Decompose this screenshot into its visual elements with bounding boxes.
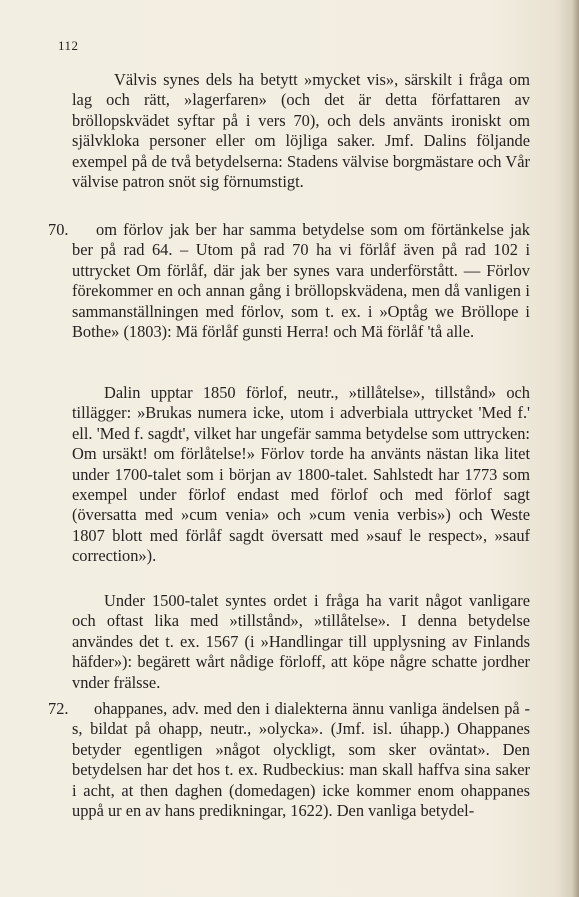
- paragraph-ohappanes-text: ohappanes, adv. med den i dialekterna ännu vanliga ändelsen på -s, bildat på ohapp, neutr., »olycka». (Jmf. isl. úhapp.) Ohappanes betyder egentligen »något olyckligt, som sker oväntat». Den betydelsen har det hos t. ex. Rudbeckius: man skall haffva sina saker i acht, at then daghen (domedagen) icke kommer enom ohappanes uppå ur en av hans predikningar, 1622). Den vanliga betydel-: [72, 699, 530, 821]
- paragraph-dalin: Dalin upptar 1850 förlof, neutr., »tillåtelse», tillstånd» och tillägger: »Brukas numera icke, utom i adverbiala uttrycket 'Med f.' ell. 'Med f. sagdt', vilket har ungefär samma betydelse som uttrycken: Om ursäkt! om förlåtelse!» Förlov torde ha använts nästan lika litet under 1700-talet som i början av 1800-talet. Sahlstedt har 1773 som exempel under förlof endast med förlof och med förlof sagt (översatta med »cum venia» och »cum venia verbis») och Weste 1807 blott med förlåf sagdt översatt med »sauf le respect», »sauf correction»).: [72, 383, 530, 566]
- paragraph-valvis: Välvis synes dels ha betytt »mycket vis», särskilt i fråga om lag och rätt, »lagerfaren» (och det är detta författaren av bröllopskvädet syftar på i vers 70), och dels använts ironiskt om självkloka personer eller om löjliga saker. Jmf. Dalins följande exempel på de två betydelserna: Stadens välvise borgmästare och Vår välvise patron snöt sig förnumstigt.: [72, 70, 530, 192]
- paragraph-ohappanes: [72, 699, 530, 821]
- paragraph-forlov: [72, 220, 530, 342]
- page-edge: [572, 0, 579, 897]
- verse-number-70: 70.: [48, 220, 69, 239]
- verse-number-72: 72.: [48, 699, 69, 718]
- paragraph-forlov-text: om förlov jak ber har samma betydelse som om förtänkelse jak ber på rad 64. – Utom på rad 70 ha vi förlåf även på rad 102 i uttrycket Om förlåf, där jak ber synes vara underförstått. — Förlov förekommer en och annan gång i bröllopskvädena, men då vanligen i sammanställningen med förlov, som t. ex. i »Optåg we Bröllope i Bothe» (1803): Mä förlåf gunsti Herra! och Mä förlåf 'tå alle.: [72, 220, 530, 342]
- paragraph-1500-talet: Under 1500-talet syntes ordet i fråga ha varit något vanligare och oftast lika med »tillstånd», »tillåtelse». I denna betydelse användes det t. ex. 1567 (i »Handlingar till upplysning av Finlands häfder»): begärett wårt nådige förloff, att köpe någre schatte jordher vnder frälsse.: [72, 591, 530, 692]
- page-number: 112: [58, 38, 79, 53]
